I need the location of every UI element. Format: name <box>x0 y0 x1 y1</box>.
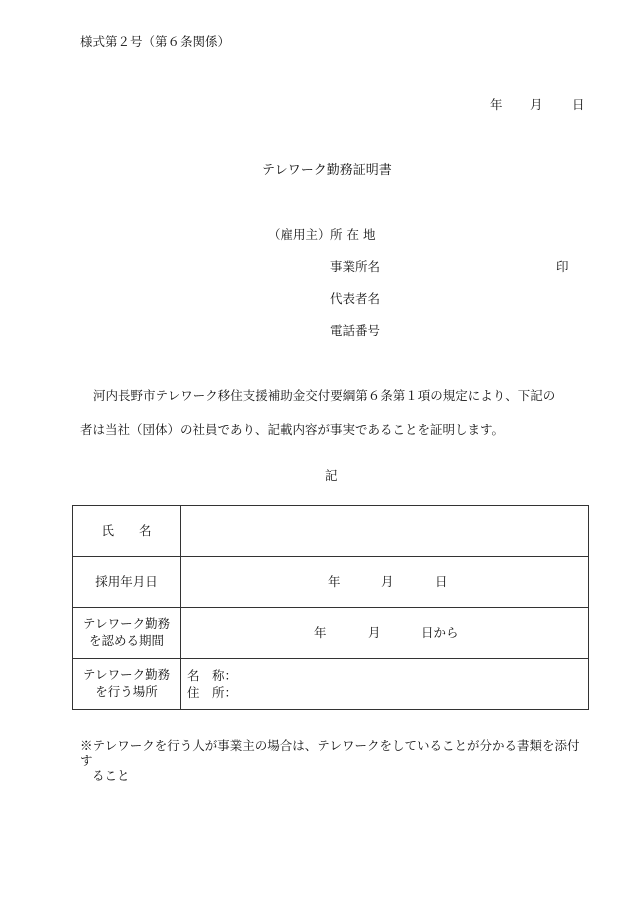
footnote-line-2: ること <box>92 768 130 783</box>
period-value[interactable] <box>181 608 589 659</box>
document-title: テレワーク勤務証明書 <box>262 163 392 178</box>
table-row-hire-date <box>73 557 589 608</box>
hire-month: 月 <box>381 574 394 589</box>
certificate-table <box>72 505 589 710</box>
hire-date-value[interactable] <box>181 557 589 608</box>
period-label-line-2: を認める期間 <box>88 633 164 648</box>
issue-date <box>490 99 585 112</box>
address-label: 所 在 地 <box>330 227 376 242</box>
period-label <box>73 608 181 659</box>
name-label: 氏 名 <box>73 506 181 557</box>
ki-heading: 記 <box>325 468 338 483</box>
phone-label: 電話番号 <box>330 323 381 338</box>
date-day: 日 <box>572 97 585 112</box>
body-line-1: 河内長野市テレワーク移住支援補助金交付要綱第６条第１項の規定により、下記の <box>93 388 556 403</box>
hire-day: 日 <box>435 574 448 589</box>
hire-date-label: 採用年月日 <box>73 557 181 608</box>
representative-label: 代表者名 <box>330 291 381 306</box>
place-label-line-2: を行う場所 <box>95 684 158 699</box>
place-label <box>73 659 181 710</box>
date-year: 年 <box>490 97 503 112</box>
place-address-label: 住 所： <box>187 685 238 700</box>
form-number: 様式第２号（第６条関係） <box>80 34 231 49</box>
table-row-name <box>73 506 589 557</box>
period-label-line-1: テレワーク勤務 <box>82 616 171 632</box>
footnote-line-1: ※テレワークを行う人が事業主の場合は、テレワークをしていることが分かる書類を添付す <box>80 738 580 768</box>
date-month: 月 <box>530 97 543 112</box>
period-year: 年 <box>314 625 327 640</box>
period-month: 月 <box>368 625 381 640</box>
footnote <box>80 738 590 783</box>
company-name-label: 事業所名 <box>330 259 381 274</box>
body-line-2: 者は当社（団体）の社員であり、記載内容が事実であることを証明します。 <box>80 422 505 437</box>
seal-mark: 印 <box>556 259 569 274</box>
table-row-period <box>73 608 589 659</box>
table-row-place <box>73 659 589 710</box>
hire-year: 年 <box>328 574 341 589</box>
place-name-label: 名 称： <box>187 668 238 683</box>
employer-prefix: （雇用主） <box>268 227 331 242</box>
place-value[interactable] <box>181 659 589 710</box>
name-value[interactable] <box>181 506 589 557</box>
place-label-line-1: テレワーク勤務 <box>82 667 171 683</box>
period-day: 日から <box>421 625 459 640</box>
